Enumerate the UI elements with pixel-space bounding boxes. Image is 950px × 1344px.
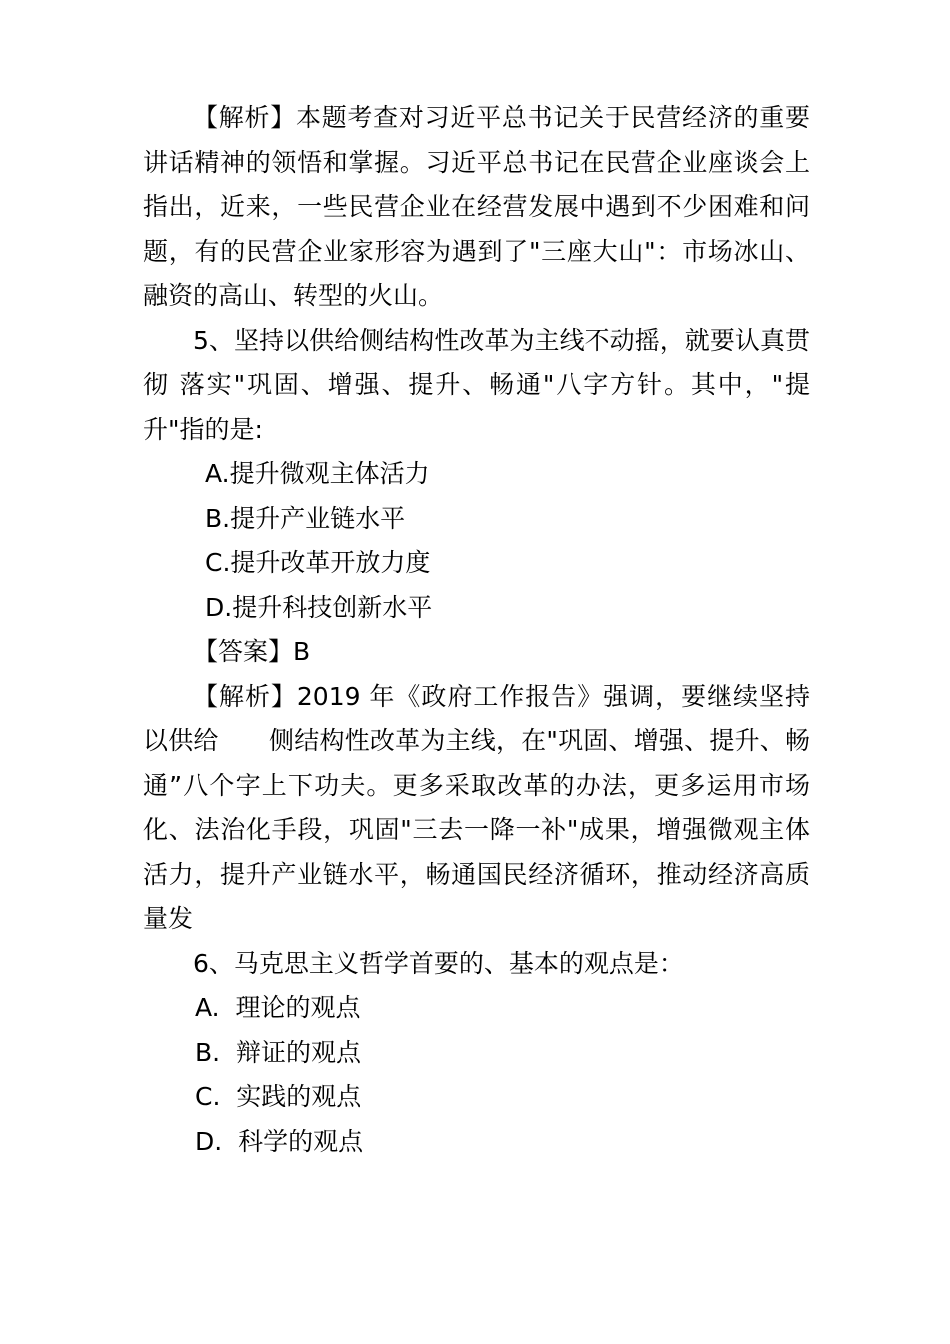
q6-option-b: B. 辩证的观点 (195, 1037, 361, 1067)
q5-option-a: A.提升微观主体活力 (205, 459, 430, 488)
q6-option-a: A. 理论的观点 (195, 993, 361, 1022)
document-body (143, 96, 810, 1164)
q5-option-c: C.提升改革开放力度 (205, 548, 431, 577)
q6-option-d: D. 科学的观点 (195, 1126, 364, 1156)
q5-analysis-paragraph: 【解析】2019 年《政府工作报告》强调，要继续坚持以供给 侧结构性改革为主线，在"巩固、增强、提升、畅通”八个字上下功夫。更多采取改革的办法，更多运用市场化、法治化手段，巩固"三去一降一补"成果，增强微观主体活力，提升产业链水平，畅通国民经济循环，推动经济高质量发 (143, 681, 810, 933)
q5-option-d: D.提升科技创新水平 (205, 592, 433, 622)
q6-option-c: C. 实践的观点 (195, 1082, 362, 1111)
q4-analysis-paragraph: 【解析】本题考查对习近平总书记关于民营经济的重要讲话精神的领悟和掌握。习近平总书记在民营企业座谈会上指出，近来，一些民营企业在经营发展中遇到不少困难和问题，有的民营企业家形容为遇到了"三座大山"：市场冰山、融资的高山、转型的火山。 (143, 103, 810, 310)
q5-answer: 【答案】B (193, 637, 311, 666)
q5-question: 5、坚持以供给侧结构性改革为主线不动摇，就要认真贯彻 落实"巩固、增强、提升、畅通"八字方针。其中，"提升"指的是: (143, 325, 810, 444)
q6-block (143, 942, 810, 1165)
q5-option-b: B.提升产业链水平 (205, 503, 406, 533)
q6-question: 6、马克思主义哲学首要的、基本的观点是： (193, 948, 684, 978)
